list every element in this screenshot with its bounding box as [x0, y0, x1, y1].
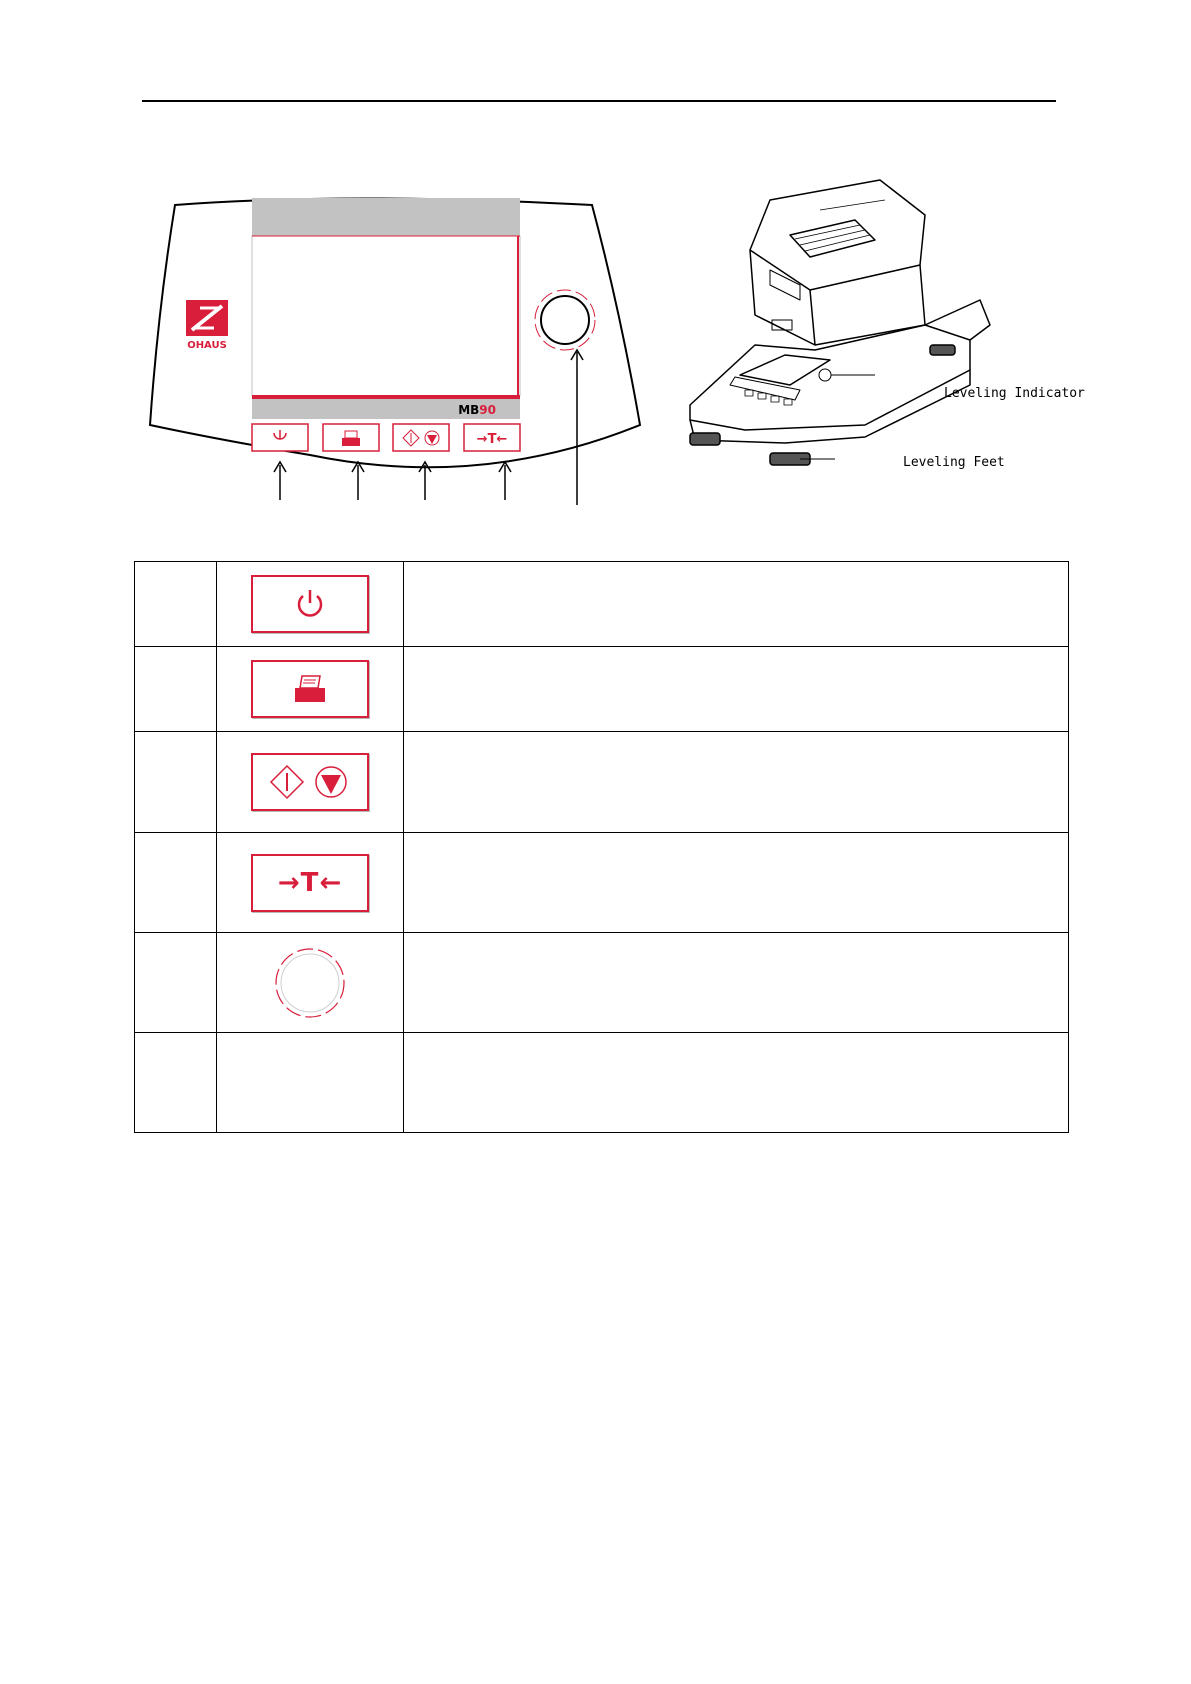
- model-label: MB90: [458, 403, 496, 417]
- row-icon-cell: [217, 562, 404, 647]
- front-panel-drawing: [140, 190, 660, 535]
- print-icon: [290, 672, 330, 706]
- instrument-drawing: [670, 175, 1090, 510]
- table-row: [135, 933, 1069, 1033]
- row-number-cell: [135, 647, 217, 732]
- table-row: [135, 833, 1069, 933]
- callout-leveling-indicator: Leveling Indicator: [944, 386, 1085, 401]
- start-stop-key: [251, 753, 369, 811]
- keys-table: [134, 561, 1069, 1133]
- row-description-cell: [404, 833, 1069, 933]
- row-description-cell: [404, 732, 1069, 833]
- brand-text: OHAUS: [187, 340, 227, 351]
- row-description-cell: [404, 562, 1069, 647]
- tare-key: [251, 854, 369, 912]
- tare-icon: →T←: [277, 867, 343, 898]
- row-icon-cell: [217, 833, 404, 933]
- row-number-cell: [135, 833, 217, 933]
- leveling-indicator-icon: [272, 945, 348, 1021]
- row-description-cell: [404, 933, 1069, 1033]
- row-icon-cell: [217, 647, 404, 732]
- panel-tare-key[interactable]: [464, 424, 520, 451]
- print-key: [251, 660, 369, 718]
- row-icon-cell: [217, 1033, 404, 1133]
- row-number-cell: [135, 933, 217, 1033]
- row-description-cell: [404, 1033, 1069, 1133]
- row-icon-cell: [217, 732, 404, 833]
- power-icon: [292, 586, 328, 622]
- table-row: [135, 732, 1069, 833]
- callout-leveling-feet: Leveling Feet: [903, 455, 1005, 470]
- row-icon-cell: [217, 933, 404, 1033]
- row-description-cell: [404, 647, 1069, 732]
- table-row: [135, 1033, 1069, 1133]
- panel-power-key[interactable]: [252, 424, 308, 451]
- ohaus-logo: [186, 300, 228, 351]
- power-key: [251, 575, 369, 633]
- svg-text:→T←: →T←: [476, 432, 508, 447]
- panel-print-key[interactable]: [323, 424, 379, 451]
- panel-start-stop-key[interactable]: [393, 424, 449, 451]
- row-number-cell: [135, 1033, 217, 1133]
- row-number-cell: [135, 732, 217, 833]
- header-rule: [142, 100, 1056, 102]
- row-number-cell: [135, 562, 217, 647]
- display-screen: [252, 198, 520, 419]
- table-row: [135, 562, 1069, 647]
- leveling-knob[interactable]: [535, 290, 595, 350]
- start-stop-icon: [265, 761, 355, 803]
- table-row: [135, 647, 1069, 732]
